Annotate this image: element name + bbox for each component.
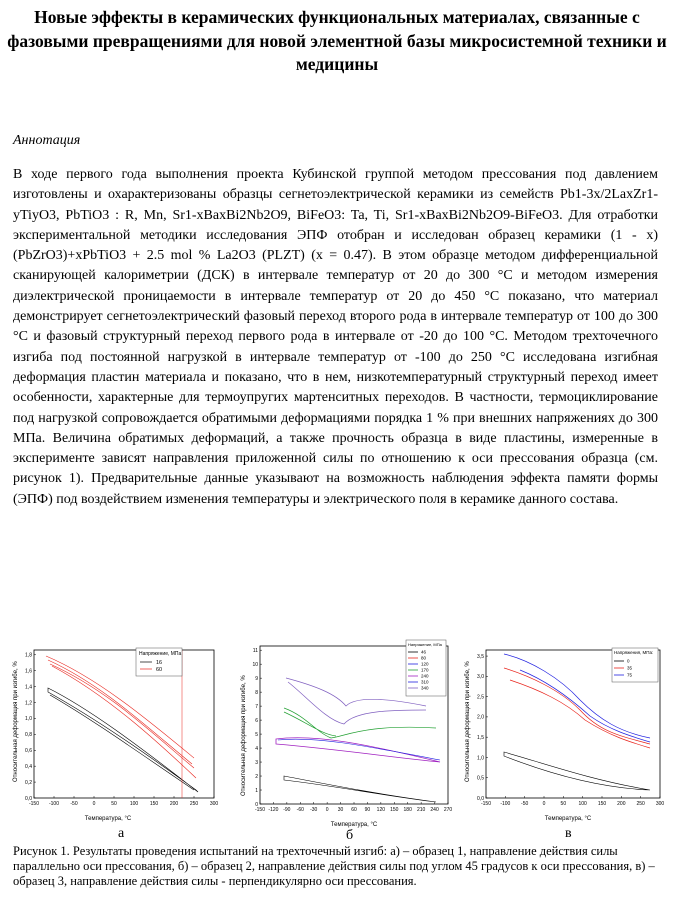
abstract-body bbox=[13, 165, 658, 510]
legend-item-label: 340 bbox=[421, 685, 429, 691]
y-tick-label: 1,2 bbox=[25, 700, 32, 707]
x-axis-label-c: Температура, °С bbox=[544, 816, 592, 822]
y-tick-label: 9 bbox=[255, 675, 258, 682]
x-tick-label: -50 bbox=[521, 801, 529, 807]
y-tick-label: 0 bbox=[255, 801, 258, 808]
y-tick-label: 0,0 bbox=[477, 795, 484, 802]
y-tick-label: 0,0 bbox=[25, 795, 32, 802]
y-tick-label: 7 bbox=[255, 703, 258, 710]
legend-item-a-60: 60 bbox=[156, 667, 163, 673]
x-tick-label: -100 bbox=[48, 801, 60, 807]
chart-a bbox=[8, 640, 223, 830]
y-tick-label: 0,4 bbox=[25, 763, 32, 770]
y-axis-label-a: Относительная деформация при изгибе, % bbox=[13, 661, 19, 782]
x-tick-label: 100 bbox=[129, 801, 139, 807]
x-tick-label: -150 bbox=[28, 801, 40, 807]
x-tick-label: 150 bbox=[597, 801, 607, 807]
panel-label-a: а bbox=[118, 826, 125, 841]
plot-a-frame bbox=[34, 650, 214, 798]
x-tick-label: 300 bbox=[655, 801, 665, 807]
x-tick-label: 150 bbox=[390, 807, 399, 813]
x-tick-label: -60 bbox=[296, 807, 304, 813]
x-tick-label: -150 bbox=[254, 807, 266, 813]
legend-item-label: 0 bbox=[627, 658, 630, 664]
series-b-120 bbox=[278, 739, 440, 760]
abstract-paragraph: В ходе первого года выполнения проекта Кубинской группой методом прессования под давлением изготовлены и охарактеризованы образцы сегнетоэлектрической керамики из семейств Pb1-3x/2LaxZr1-yTiyO3, PbTiO3 : R, Mn, Sr1-xBaxBi2Nb2O9, BiFeO3: Ta, Ti, Sr1-xBaxBi2Nb2O9-BiFeO3. Для отработки экспериментальной методики исследования ЭПФ отобран и исследован образец керамики (1 - x)(PbZrO3)+xPbTiO3 + 2.5 mol % La2O3 (PLZT) (x = 0.47). В этом образце методом дифференциальной сканирующей калориметрии (ДСК) в интервале температур от 20 до 300 °С и методом измерения диэлектрической проницаемости в интервале температур от 20 до 450 °С показано, что материал демонстрирует сегнетоэлектрический фазовый переход второго рода в интервале температур от 100 до 300 °С и фазовый структурный переход первого рода в интервале от -20 до 100 °С. Методом трехточечного изгиба под постоянной нагрузкой в интервале температур от -100 до 250 °С исследована изгибная деформация пластин материала и показано, что в нем, низкотемпературный структурный переход имеет особенности, характерные для термоупругих мартенситных переходов. В частности, термоциклирование под нагрузкой сопровождается обратимыми деформациями порядка 1 % при внешних напряжениях до 300 МПа. Величина обратимых деформаций, а также прочность образца в виде пластины, измеренные в эксперименте зависят направления приложенной силы по отношению к оси прессования образца (см. рисунок 1). Предварительные данные указывают на возможность наблюдения эффекта памяти формы (ЭПФ) под воздействием изменения температуры и электрического поля в керамике данного состава. bbox=[13, 167, 658, 507]
annotation-heading: Аннотация bbox=[13, 133, 81, 148]
x-tick-label: 0 bbox=[92, 801, 96, 807]
x-tick-label: 300 bbox=[209, 801, 219, 807]
x-tick-label: 60 bbox=[351, 807, 357, 813]
x-tick-label: 200 bbox=[169, 801, 179, 807]
x-tick-label: -90 bbox=[283, 807, 291, 813]
x-tick-label: 90 bbox=[364, 807, 371, 813]
y-tick-label: 10 bbox=[252, 661, 258, 668]
x-tick-label: 180 bbox=[403, 807, 412, 813]
figure-panel-c bbox=[460, 640, 670, 830]
x-tick-label: 250 bbox=[636, 801, 645, 807]
figure-caption: Рисунок 1. Результаты проведения испытаний на трехточечный изгиб: а) – образец 1, направление действия силы параллельно оси прессования, б) – образец 2, направление действия силы под углом 45 градусов к оси прессования, в) – образец 3, направление действия силы - перпендикулярно оси прессования. bbox=[13, 844, 655, 888]
paper-title: Новые эффекты в керамических функциональных материалах, связанные с фазовыми превращениями для новой элементной базы микросистемной техники и медицины bbox=[7, 7, 667, 74]
panel-label-b: б bbox=[346, 828, 354, 843]
y-tick-label: 11 bbox=[252, 647, 258, 654]
y-axis-label-c: Относительная деформация при изгибе, % bbox=[465, 661, 471, 782]
legend-item-a-16: 16 bbox=[156, 660, 163, 666]
y-tick-label: 1,5 bbox=[477, 734, 484, 741]
x-tick-label: -150 bbox=[480, 801, 492, 807]
legend-title-b: Напряжение, МПа bbox=[408, 642, 442, 647]
y-tick-label: 1,0 bbox=[25, 716, 32, 723]
legend-item-label: 46 bbox=[421, 649, 427, 655]
x-axis-label-a: Температура, °С bbox=[84, 816, 132, 822]
legend-item-label: 35 bbox=[627, 665, 633, 671]
legend-item-label: 170 bbox=[421, 667, 429, 673]
x-tick-label: 240 bbox=[430, 807, 439, 813]
y-tick-label: 1,0 bbox=[477, 755, 484, 762]
x-tick-label: -50 bbox=[70, 801, 78, 807]
y-tick-label: 0,6 bbox=[25, 748, 32, 755]
x-tick-label: 250 bbox=[189, 801, 199, 807]
legend-item-label: 75 bbox=[627, 672, 633, 678]
y-tick-label: 2,5 bbox=[477, 694, 484, 701]
y-tick-label: 0,2 bbox=[25, 779, 32, 786]
y-tick-label: 8 bbox=[255, 689, 258, 696]
panel-label-c: в bbox=[565, 826, 572, 841]
x-tick-label: -30 bbox=[310, 807, 318, 813]
y-tick-label: 6 bbox=[255, 717, 258, 724]
x-tick-label: 50 bbox=[111, 801, 117, 807]
y-tick-label: 1 bbox=[255, 787, 258, 794]
legend-title-c: Напряжения, МПа: bbox=[614, 650, 654, 655]
series-b-170 bbox=[284, 708, 436, 738]
y-tick-label: 1,4 bbox=[25, 684, 32, 691]
y-tick-label: 1,6 bbox=[25, 668, 32, 675]
x-tick-label: 120 bbox=[376, 807, 386, 813]
x-axis-label-b: Температура, °С bbox=[330, 822, 378, 828]
series-b-310 bbox=[286, 678, 426, 724]
y-tick-label: 0,5 bbox=[477, 775, 484, 782]
y-tick-label: 2 bbox=[255, 773, 258, 780]
series-a-16 bbox=[48, 688, 198, 792]
legend-item-label: 80 bbox=[421, 655, 427, 661]
x-tick-label: 210 bbox=[416, 807, 426, 813]
series-a-16b bbox=[50, 695, 194, 790]
y-tick-label: 3,5 bbox=[477, 653, 484, 660]
series-c-0 bbox=[504, 752, 650, 790]
x-tick-label: 0 bbox=[325, 807, 329, 813]
y-tick-label: 5 bbox=[255, 731, 258, 738]
y-axis-label-b: Относительная деформация при изгибе, % bbox=[241, 675, 247, 796]
y-tick-label: 0,8 bbox=[25, 732, 32, 739]
x-tick-label: -120 bbox=[268, 807, 279, 813]
figure-panel-a bbox=[8, 640, 223, 830]
series-b-46 bbox=[284, 776, 436, 802]
y-tick-label: 3,0 bbox=[477, 674, 484, 681]
legend-title-a: Напряжение, МПа bbox=[139, 651, 182, 657]
y-ticks-b bbox=[252, 648, 262, 808]
x-tick-label: 200 bbox=[617, 801, 626, 807]
x-tick-label: 0 bbox=[542, 801, 546, 807]
x-tick-label: 100 bbox=[578, 801, 587, 807]
x-tick-label: 50 bbox=[560, 801, 567, 807]
y-tick-label: 4 bbox=[255, 745, 258, 752]
x-tick-label: 270 bbox=[443, 807, 453, 813]
x-tick-label: 30 bbox=[337, 807, 344, 813]
x-tick-label: -100 bbox=[500, 801, 511, 807]
y-tick-label: 3 bbox=[255, 759, 258, 766]
legend-item-label: 120 bbox=[421, 661, 429, 667]
chart-c bbox=[460, 640, 670, 830]
legend-item-label: 310 bbox=[421, 679, 429, 685]
y-tick-label: 1,8 bbox=[25, 652, 32, 659]
chart-b bbox=[236, 636, 454, 832]
legend-item-label: 240 bbox=[421, 673, 429, 679]
figure-panel-b bbox=[236, 636, 454, 832]
y-tick-label: 2,0 bbox=[477, 714, 484, 721]
series-b-240 bbox=[276, 738, 440, 762]
x-tick-label: 150 bbox=[149, 801, 159, 807]
